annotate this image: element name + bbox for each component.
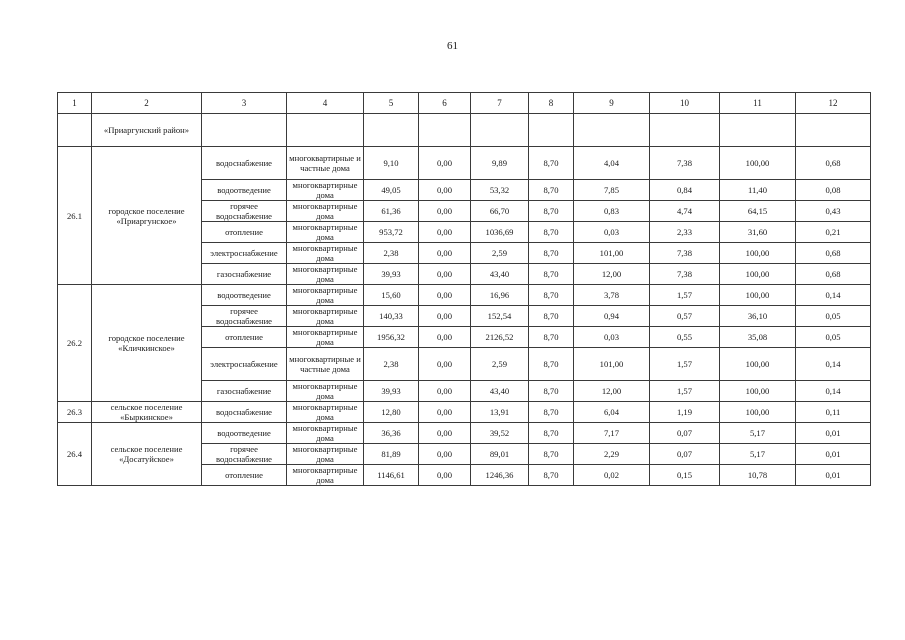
- value-cell: 12,00: [574, 264, 650, 285]
- empty-cell: [796, 114, 871, 147]
- service-cell: отопление: [202, 222, 287, 243]
- value-cell: 1956,32: [364, 327, 419, 348]
- value-cell: 13,91: [471, 402, 529, 423]
- value-cell: 2,29: [574, 444, 650, 465]
- column-header: 6: [419, 93, 471, 114]
- settlement-name-cell: городское поселение «Кличкинское»: [92, 285, 202, 402]
- value-cell: 0,00: [419, 381, 471, 402]
- housing-type-cell: многоквартирные и частные дома: [287, 147, 364, 180]
- value-cell: 0,03: [574, 222, 650, 243]
- empty-cell: [364, 114, 419, 147]
- value-cell: 7,17: [574, 423, 650, 444]
- service-cell: газоснабжение: [202, 264, 287, 285]
- table-row: [58, 147, 871, 180]
- column-header: 1: [58, 93, 92, 114]
- service-cell: отопление: [202, 327, 287, 348]
- housing-type-cell: многоквартирные дома: [287, 285, 364, 306]
- value-cell: 4,74: [650, 201, 720, 222]
- empty-cell: [202, 114, 287, 147]
- value-cell: 66,70: [471, 201, 529, 222]
- value-cell: 100,00: [720, 381, 796, 402]
- value-cell: 8,70: [529, 306, 574, 327]
- value-cell: 0,01: [796, 423, 871, 444]
- empty-cell: [287, 114, 364, 147]
- district-row: [58, 114, 871, 147]
- value-cell: 9,89: [471, 147, 529, 180]
- value-cell: 3,78: [574, 285, 650, 306]
- value-cell: 0,57: [650, 306, 720, 327]
- housing-type-cell: многоквартирные дома: [287, 444, 364, 465]
- value-cell: 12,80: [364, 402, 419, 423]
- value-cell: 64,15: [720, 201, 796, 222]
- value-cell: 12,00: [574, 381, 650, 402]
- value-cell: 31,60: [720, 222, 796, 243]
- value-cell: 0,00: [419, 348, 471, 381]
- value-cell: 2,59: [471, 243, 529, 264]
- district-name: «Приаргунский район»: [92, 114, 202, 147]
- value-cell: 1,57: [650, 348, 720, 381]
- group-id-cell: 26.2: [58, 285, 92, 402]
- value-cell: 8,70: [529, 285, 574, 306]
- value-cell: 0,00: [419, 264, 471, 285]
- housing-type-cell: многоквартирные дома: [287, 423, 364, 444]
- empty-cell: [574, 114, 650, 147]
- housing-type-cell: многоквартирные дома: [287, 201, 364, 222]
- empty-cell: [471, 114, 529, 147]
- value-cell: 0,84: [650, 180, 720, 201]
- service-cell: водоснабжение: [202, 147, 287, 180]
- tariff-table: [57, 92, 871, 486]
- value-cell: 2,38: [364, 348, 419, 381]
- value-cell: 10,78: [720, 465, 796, 486]
- settlement-name-cell: сельское поселение «Досатуйское»: [92, 423, 202, 486]
- value-cell: 5,17: [720, 423, 796, 444]
- value-cell: 1,19: [650, 402, 720, 423]
- value-cell: 100,00: [720, 402, 796, 423]
- housing-type-cell: многоквартирные дома: [287, 180, 364, 201]
- value-cell: 0,94: [574, 306, 650, 327]
- value-cell: 100,00: [720, 264, 796, 285]
- value-cell: 0,43: [796, 201, 871, 222]
- table-body: [58, 93, 871, 486]
- value-cell: 0,15: [650, 465, 720, 486]
- value-cell: 0,08: [796, 180, 871, 201]
- service-cell: водоснабжение: [202, 402, 287, 423]
- value-cell: 2126,52: [471, 327, 529, 348]
- value-cell: 953,72: [364, 222, 419, 243]
- table-row: [58, 423, 871, 444]
- group-id-cell: 26.1: [58, 147, 92, 285]
- value-cell: 0,68: [796, 147, 871, 180]
- value-cell: 2,59: [471, 348, 529, 381]
- column-header: 7: [471, 93, 529, 114]
- column-header: 11: [720, 93, 796, 114]
- value-cell: 100,00: [720, 243, 796, 264]
- value-cell: 1146,61: [364, 465, 419, 486]
- housing-type-cell: многоквартирные дома: [287, 306, 364, 327]
- value-cell: 1246,36: [471, 465, 529, 486]
- value-cell: 36,10: [720, 306, 796, 327]
- value-cell: 8,70: [529, 348, 574, 381]
- value-cell: 0,14: [796, 381, 871, 402]
- value-cell: 8,70: [529, 423, 574, 444]
- value-cell: 2,33: [650, 222, 720, 243]
- value-cell: 0,07: [650, 423, 720, 444]
- empty-cell: [419, 114, 471, 147]
- service-cell: горячее водоснабжение: [202, 306, 287, 327]
- column-header: 2: [92, 93, 202, 114]
- value-cell: 0,83: [574, 201, 650, 222]
- value-cell: 39,93: [364, 264, 419, 285]
- value-cell: 8,70: [529, 381, 574, 402]
- value-cell: 101,00: [574, 243, 650, 264]
- value-cell: 6,04: [574, 402, 650, 423]
- value-cell: 81,89: [364, 444, 419, 465]
- value-cell: 0,21: [796, 222, 871, 243]
- service-cell: горячее водоснабжение: [202, 444, 287, 465]
- housing-type-cell: многоквартирные и частные дома: [287, 348, 364, 381]
- value-cell: 0,02: [574, 465, 650, 486]
- column-header: 8: [529, 93, 574, 114]
- settlement-name-cell: городское поселение «Приаргунское»: [92, 147, 202, 285]
- value-cell: 8,70: [529, 264, 574, 285]
- service-cell: электроснабжение: [202, 243, 287, 264]
- value-cell: 8,70: [529, 243, 574, 264]
- value-cell: 53,32: [471, 180, 529, 201]
- housing-type-cell: многоквартирные дома: [287, 264, 364, 285]
- housing-type-cell: многоквартирные дома: [287, 381, 364, 402]
- value-cell: 0,14: [796, 348, 871, 381]
- column-header: 9: [574, 93, 650, 114]
- value-cell: 0,00: [419, 402, 471, 423]
- value-cell: 0,55: [650, 327, 720, 348]
- value-cell: 89,01: [471, 444, 529, 465]
- value-cell: 43,40: [471, 264, 529, 285]
- empty-cell: [529, 114, 574, 147]
- value-cell: 0,05: [796, 306, 871, 327]
- column-header: 4: [287, 93, 364, 114]
- service-cell: водоотведение: [202, 423, 287, 444]
- value-cell: 100,00: [720, 285, 796, 306]
- value-cell: 0,00: [419, 222, 471, 243]
- group-id-cell: 26.3: [58, 402, 92, 423]
- value-cell: 0,00: [419, 465, 471, 486]
- value-cell: 1036,69: [471, 222, 529, 243]
- value-cell: 140,33: [364, 306, 419, 327]
- value-cell: 0,00: [419, 243, 471, 264]
- service-cell: электроснабжение: [202, 348, 287, 381]
- value-cell: 0,68: [796, 264, 871, 285]
- value-cell: 11,40: [720, 180, 796, 201]
- page-number: 61: [447, 40, 458, 52]
- value-cell: 100,00: [720, 348, 796, 381]
- housing-type-cell: многоквартирные дома: [287, 243, 364, 264]
- housing-type-cell: многоквартирные дома: [287, 327, 364, 348]
- value-cell: 0,68: [796, 243, 871, 264]
- empty-cell: [650, 114, 720, 147]
- value-cell: 0,14: [796, 285, 871, 306]
- value-cell: 0,00: [419, 327, 471, 348]
- value-cell: 61,36: [364, 201, 419, 222]
- value-cell: 0,11: [796, 402, 871, 423]
- value-cell: 1,57: [650, 285, 720, 306]
- value-cell: 8,70: [529, 402, 574, 423]
- value-cell: 100,00: [720, 147, 796, 180]
- value-cell: 8,70: [529, 147, 574, 180]
- housing-type-cell: многоквартирные дома: [287, 222, 364, 243]
- header-row: [58, 93, 871, 114]
- service-cell: водоотведение: [202, 285, 287, 306]
- column-header: 12: [796, 93, 871, 114]
- column-header: 10: [650, 93, 720, 114]
- value-cell: 4,04: [574, 147, 650, 180]
- empty-cell: [58, 114, 92, 147]
- value-cell: 0,01: [796, 444, 871, 465]
- value-cell: 0,05: [796, 327, 871, 348]
- column-header: 3: [202, 93, 287, 114]
- service-cell: отопление: [202, 465, 287, 486]
- table-row: [58, 285, 871, 306]
- column-header: 5: [364, 93, 419, 114]
- value-cell: 101,00: [574, 348, 650, 381]
- service-cell: газоснабжение: [202, 381, 287, 402]
- value-cell: 8,70: [529, 465, 574, 486]
- value-cell: 0,00: [419, 423, 471, 444]
- value-cell: 0,00: [419, 444, 471, 465]
- value-cell: 0,00: [419, 180, 471, 201]
- housing-type-cell: многоквартирные дома: [287, 465, 364, 486]
- value-cell: 39,52: [471, 423, 529, 444]
- empty-cell: [720, 114, 796, 147]
- value-cell: 0,00: [419, 285, 471, 306]
- value-cell: 15,60: [364, 285, 419, 306]
- value-cell: 2,38: [364, 243, 419, 264]
- value-cell: 39,93: [364, 381, 419, 402]
- value-cell: 0,00: [419, 201, 471, 222]
- value-cell: 49,05: [364, 180, 419, 201]
- value-cell: 43,40: [471, 381, 529, 402]
- value-cell: 1,57: [650, 381, 720, 402]
- value-cell: 9,10: [364, 147, 419, 180]
- value-cell: 8,70: [529, 222, 574, 243]
- service-cell: горячее водоснабжение: [202, 201, 287, 222]
- value-cell: 7,85: [574, 180, 650, 201]
- value-cell: 0,00: [419, 147, 471, 180]
- value-cell: 5,17: [720, 444, 796, 465]
- value-cell: 16,96: [471, 285, 529, 306]
- value-cell: 0,01: [796, 465, 871, 486]
- value-cell: 7,38: [650, 243, 720, 264]
- settlement-name-cell: сельское поселение «Быркинское»: [92, 402, 202, 423]
- service-cell: водоотведение: [202, 180, 287, 201]
- value-cell: 0,00: [419, 306, 471, 327]
- value-cell: 7,38: [650, 147, 720, 180]
- value-cell: 8,70: [529, 201, 574, 222]
- value-cell: 8,70: [529, 327, 574, 348]
- group-id-cell: 26.4: [58, 423, 92, 486]
- value-cell: 36,36: [364, 423, 419, 444]
- table-row: [58, 402, 871, 423]
- value-cell: 0,03: [574, 327, 650, 348]
- value-cell: 152,54: [471, 306, 529, 327]
- value-cell: 8,70: [529, 444, 574, 465]
- value-cell: 7,38: [650, 264, 720, 285]
- value-cell: 0,07: [650, 444, 720, 465]
- housing-type-cell: многоквартирные дома: [287, 402, 364, 423]
- value-cell: 8,70: [529, 180, 574, 201]
- value-cell: 35,08: [720, 327, 796, 348]
